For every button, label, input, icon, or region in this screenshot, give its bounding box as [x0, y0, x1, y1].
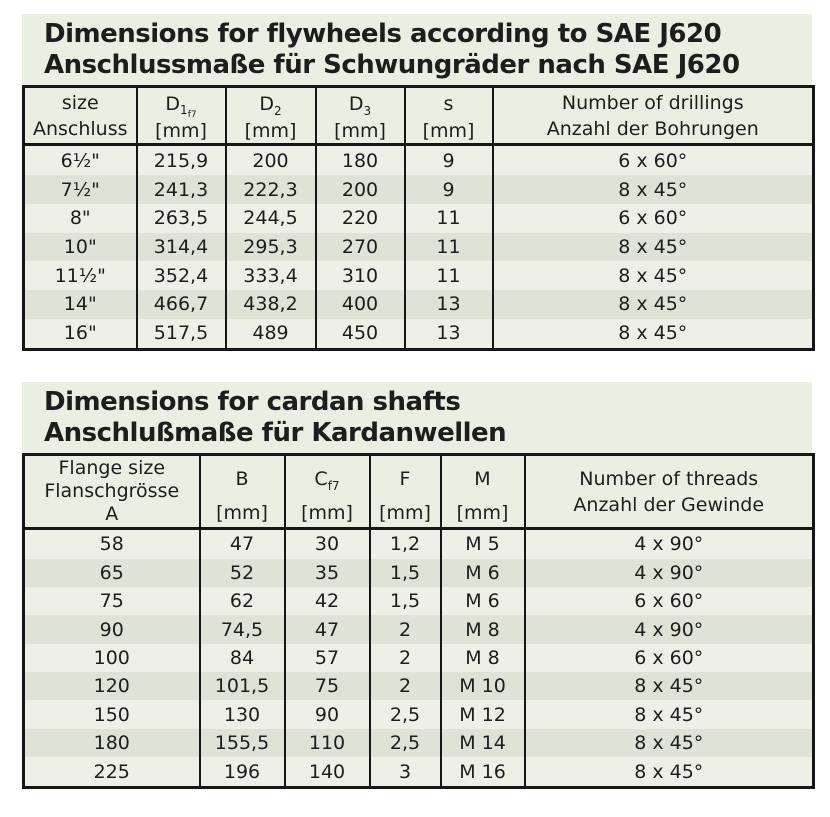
c-symbol: C	[314, 467, 328, 490]
d2-symbol: D	[259, 92, 274, 115]
table-cell: 295,3	[226, 233, 316, 262]
table-cell: 101,5	[200, 672, 285, 700]
table-cell: 8 x 45°	[525, 757, 814, 787]
table-cell: M 14	[441, 729, 525, 757]
table-cell: 1,5	[370, 559, 441, 587]
table-cell: 84	[200, 644, 285, 672]
flywheel-table	[22, 85, 815, 351]
table-cell: 120	[93, 675, 130, 698]
table-cell: 400	[316, 290, 405, 319]
table-cell: 222,3	[226, 175, 316, 204]
f-unit: [mm]	[379, 501, 431, 524]
table-cell: M 10	[441, 672, 525, 700]
table-cell: 155,5	[200, 729, 285, 757]
table-cell: 466,7	[137, 290, 226, 319]
flywheel-section	[22, 14, 812, 351]
table-cell: 13	[405, 290, 493, 319]
table-cell: 2	[370, 615, 441, 643]
table-cell: 215,9	[137, 145, 226, 176]
table-cell: 75	[99, 590, 124, 613]
table-cell: 47	[200, 529, 285, 559]
table-row	[24, 261, 814, 290]
table-cell: 1,5	[370, 587, 441, 615]
table-cell: 220	[316, 204, 405, 233]
table-cell: 11½"	[54, 264, 106, 287]
table-row	[24, 729, 814, 757]
d2-subscript: 2	[274, 103, 282, 118]
table-row	[24, 529, 814, 559]
table-cell: 11	[405, 233, 493, 262]
table-cell: 8 x 45°	[493, 290, 814, 319]
table-cell: 3	[370, 757, 441, 787]
cardan-table-body	[24, 529, 814, 788]
table-cell: 90	[285, 700, 370, 728]
d1-subscript: 1	[180, 103, 188, 118]
table-cell: 11	[405, 204, 493, 233]
table-cell: 130	[200, 700, 285, 728]
table-cell: M 8	[441, 615, 525, 643]
table-cell: 270	[316, 233, 405, 262]
table-cell: 8 x 45°	[493, 261, 814, 290]
table-cell: 333,4	[226, 261, 316, 290]
d1-tolerance: f7	[187, 110, 197, 121]
col-header-m	[441, 455, 525, 529]
flange-en: Flange size	[58, 457, 166, 479]
table-cell: 8"	[69, 207, 91, 230]
table-cell: 65	[99, 561, 124, 584]
table-cell: 8 x 45°	[525, 700, 814, 728]
table-cell: 14"	[63, 293, 97, 316]
d3-unit: [mm]	[334, 119, 386, 142]
table-cell: 7½"	[60, 178, 100, 201]
table-row	[24, 175, 814, 204]
d3-symbol: D	[348, 92, 364, 115]
table-row	[24, 319, 814, 350]
table-cell: 200	[316, 175, 405, 204]
table-cell: 1,2	[370, 529, 441, 559]
table-cell: 10"	[63, 235, 97, 258]
table-cell: 16"	[63, 322, 97, 345]
m-unit: [mm]	[456, 501, 509, 524]
table-cell: 6½"	[60, 149, 100, 172]
flywheel-title-de: Anschlussmaße für Schwungräder nach SAE J620	[44, 50, 740, 80]
table-cell: 6 x 60°	[525, 587, 814, 615]
table-cell: 8 x 45°	[525, 672, 814, 700]
cardan-title-en: Dimensions for cardan shafts	[44, 387, 461, 417]
table-cell: 352,4	[137, 261, 226, 290]
m-symbol: M	[474, 467, 491, 490]
table-row	[24, 757, 814, 787]
col-header-size-de: Anschluss	[32, 117, 128, 140]
table-cell: 75	[285, 672, 370, 700]
table-cell: M 12	[441, 700, 525, 728]
table-row	[24, 615, 814, 643]
threads-de: Anzahl der Gewinde	[573, 493, 765, 516]
table-cell: 4 x 90°	[525, 529, 814, 559]
table-cell: 110	[285, 729, 370, 757]
table-cell: 4 x 90°	[525, 615, 814, 643]
table-cell: 438,2	[226, 290, 316, 319]
b-unit: [mm]	[216, 501, 268, 524]
table-cell: 263,5	[137, 204, 226, 233]
table-cell: M 5	[441, 529, 525, 559]
table-cell: 2,5	[370, 729, 441, 757]
table-cell: 200	[226, 145, 316, 176]
table-cell: 4 x 90°	[525, 559, 814, 587]
col-header-d3	[316, 87, 405, 145]
table-cell: 6 x 60°	[525, 644, 814, 672]
flywheel-title-en: Dimensions for flywheels according to SAE J620	[44, 19, 722, 49]
table-row	[24, 700, 814, 728]
table-cell: 9	[405, 175, 493, 204]
table-cell: 6 x 60°	[493, 204, 814, 233]
table-cell: 57	[285, 644, 370, 672]
table-cell: 8 x 45°	[525, 729, 814, 757]
table-cell: M 6	[441, 587, 525, 615]
table-cell: 244,5	[226, 204, 316, 233]
table-cell: 2,5	[370, 700, 441, 728]
table-cell: 13	[405, 319, 493, 350]
table-cell: M 16	[441, 757, 525, 787]
table-cell: 8 x 45°	[493, 319, 814, 350]
d3-subscript: 3	[363, 103, 372, 118]
table-cell: 196	[200, 757, 285, 787]
f-symbol: F	[399, 467, 411, 490]
table-cell: 180	[316, 145, 405, 176]
drillings-de: Anzahl der Bohrungen	[546, 117, 759, 140]
table-row	[24, 587, 814, 615]
table-cell: 8 x 45°	[493, 175, 814, 204]
table-cell: 30	[285, 529, 370, 559]
table-cell: 2	[370, 672, 441, 700]
table-row	[24, 559, 814, 587]
table-cell: 450	[316, 319, 405, 350]
table-cell: 314,4	[137, 233, 226, 262]
col-header-c	[285, 455, 370, 529]
col-header-size	[24, 87, 137, 145]
table-cell: M 8	[441, 644, 525, 672]
table-cell: 100	[93, 646, 130, 669]
d1-unit: [mm]	[155, 119, 207, 142]
cardan-title-de: Anschlußmaße für Kardanwellen	[44, 418, 507, 448]
col-header-s	[405, 87, 493, 145]
table-cell: 241,3	[137, 175, 226, 204]
table-cell: 517,5	[137, 319, 226, 350]
flange-de: Flanschgrösse	[44, 480, 180, 502]
table-cell: 180	[93, 732, 130, 754]
table-cell: 11	[405, 261, 493, 290]
table-row	[24, 290, 814, 319]
table-cell: 42	[285, 587, 370, 615]
table-cell: 62	[200, 587, 285, 615]
table-row	[24, 145, 814, 176]
table-cell: 8 x 45°	[493, 233, 814, 262]
cardan-section	[22, 382, 812, 789]
cardan-table	[22, 453, 815, 789]
d2-unit: [mm]	[244, 119, 297, 142]
table-cell: 150	[93, 703, 130, 726]
col-header-size-en: size	[61, 91, 99, 114]
col-header-b	[200, 455, 285, 529]
table-cell: 6 x 60°	[493, 145, 814, 176]
drillings-en: Number of drillings	[561, 91, 744, 114]
flywheel-table-body	[24, 145, 814, 350]
col-header-d2	[226, 87, 316, 145]
table-cell: 52	[200, 559, 285, 587]
section-gap	[22, 351, 812, 382]
table-cell: 310	[316, 261, 405, 290]
col-header-flange	[24, 455, 200, 529]
table-row	[24, 644, 814, 672]
table-cell: 58	[99, 533, 124, 556]
table-cell: 9	[405, 145, 493, 176]
col-header-d1	[137, 87, 226, 145]
table-row	[24, 233, 814, 262]
table-cell: M 6	[441, 559, 525, 587]
table-cell: 90	[99, 618, 124, 641]
table-cell: 35	[285, 559, 370, 587]
table-cell: 489	[226, 319, 316, 350]
s-symbol: s	[443, 92, 454, 115]
col-header-f	[370, 455, 441, 529]
table-cell: 47	[285, 615, 370, 643]
threads-en: Number of threads	[579, 467, 759, 490]
cardan-table-header	[24, 455, 814, 529]
flange-symbol: A	[105, 503, 119, 525]
flywheel-table-header	[24, 87, 814, 145]
cardan-title-band	[22, 382, 812, 453]
col-header-drillings	[493, 87, 814, 145]
s-unit: [mm]	[422, 119, 475, 142]
b-symbol: B	[235, 467, 249, 490]
c-tolerance: f7	[327, 478, 340, 493]
table-row	[24, 204, 814, 233]
col-header-threads	[525, 455, 814, 529]
table-cell: 74,5	[200, 615, 285, 643]
flywheel-title-band	[22, 14, 812, 85]
table-row	[24, 672, 814, 700]
table-cell: 2	[370, 644, 441, 672]
table-cell: 225	[93, 760, 130, 783]
d1-symbol: D	[165, 92, 181, 115]
table-cell: 140	[285, 757, 370, 787]
c-unit: [mm]	[301, 501, 353, 524]
